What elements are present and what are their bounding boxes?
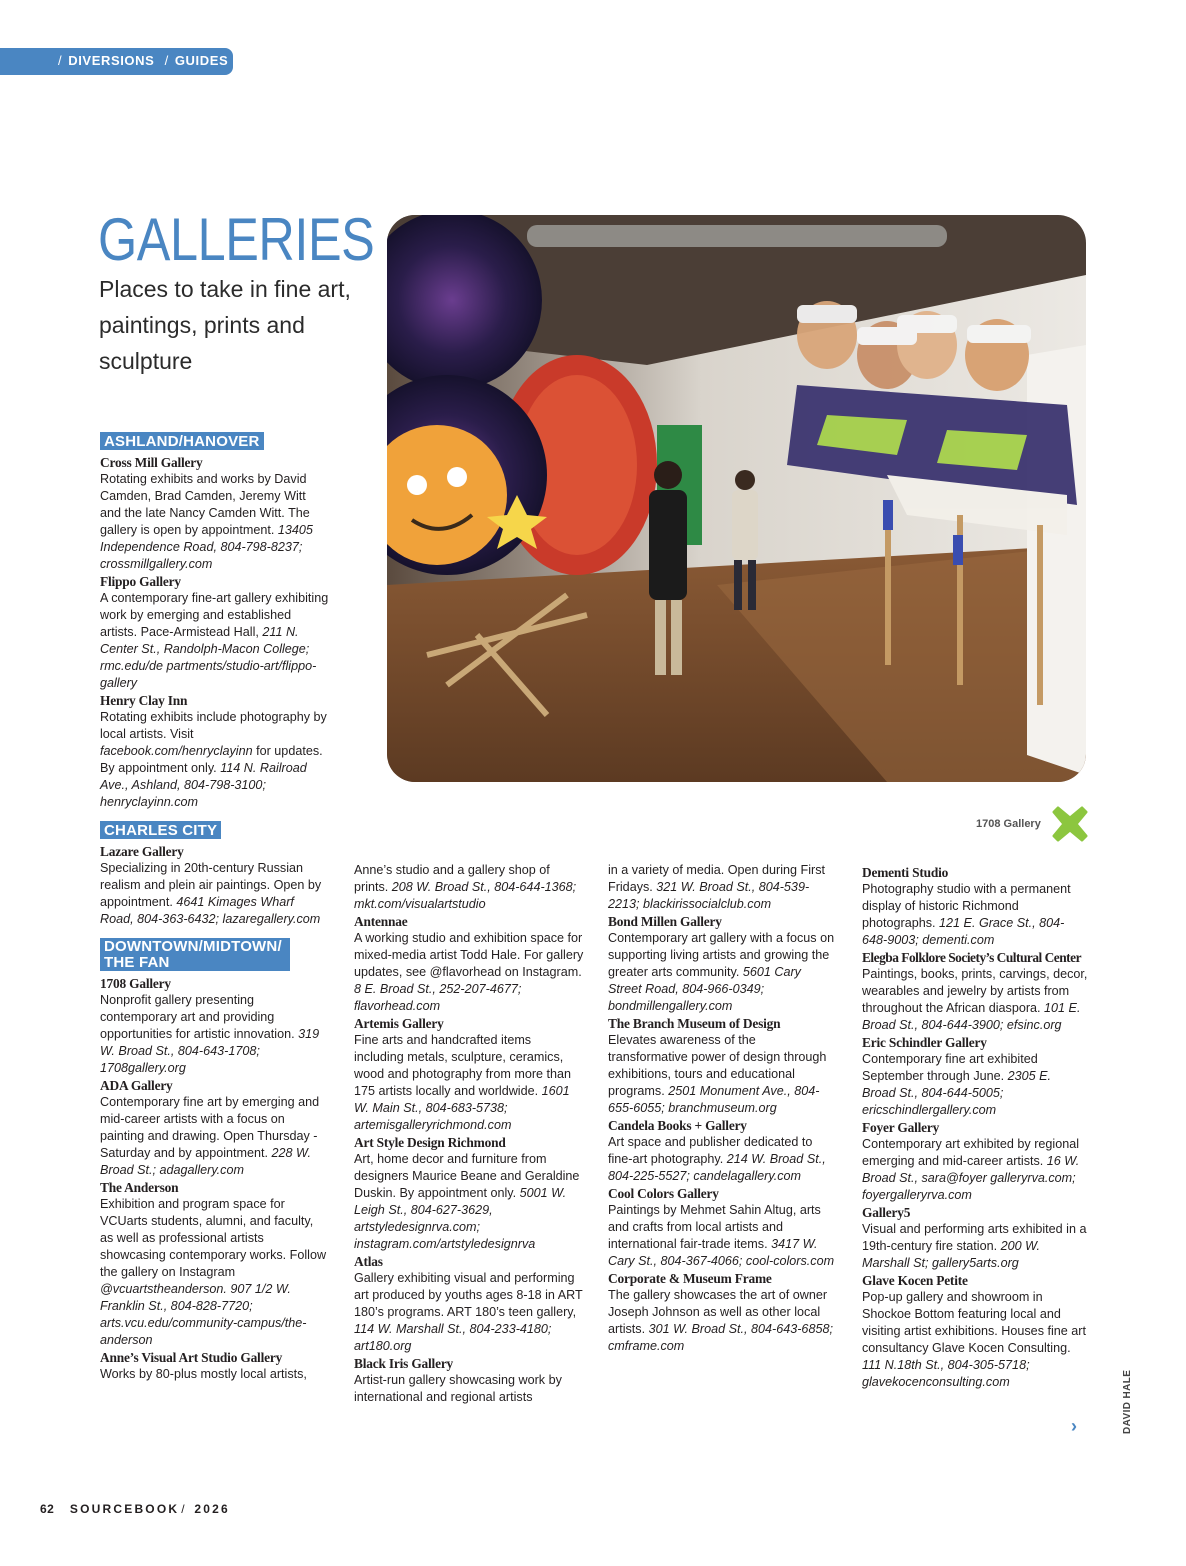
gallery-address: 214 W. Broad St., 804-225-5527; candelagallery.com	[608, 1152, 826, 1183]
gallery-address: @vcuartstheanderson. 907 1/2 W. Franklin St., 804-828-7720; arts.vcu.edu/community-campus/the-anderson	[100, 1282, 307, 1347]
gallery-description: Art space and publisher dedicated to fine-art photography.	[608, 1135, 813, 1166]
gallery-description: Anne’s studio and a gallery shop of prints.	[354, 863, 550, 894]
subsection-label: GUIDES	[174, 53, 229, 68]
gallery-name: Eric Schindler Gallery	[862, 1035, 987, 1050]
gallery-name: Elegba Folklore Society’s Cultural Center	[862, 950, 1082, 965]
listing-column-4	[862, 862, 1088, 1391]
gallery-address: 301 W. Broad St., 804-643-6858; cmframe.com	[608, 1322, 833, 1353]
gallery-name: Art Style Design Richmond	[354, 1135, 506, 1150]
gallery-name: 1708 Gallery	[100, 976, 171, 991]
gallery-description: Art, home decor and furniture from designers Maurice Beane and Geraldine Duskin. By appointment only.	[354, 1152, 580, 1200]
gallery-address: 2501 Monument Ave., 804-655-6055; branchmuseum.org	[608, 1084, 820, 1115]
gallery-name: The Anderson	[100, 1180, 179, 1195]
tab-separator: /	[58, 53, 63, 68]
gallery-name: Candela Books + Gallery	[608, 1118, 747, 1133]
publication-year: 2026	[194, 1502, 230, 1516]
gallery-entry	[862, 1051, 1088, 1119]
gallery-entry	[100, 860, 330, 928]
gallery-name: Cool Colors Gallery	[608, 1186, 719, 1201]
gallery-address: 1601 W. Main St., 804-683-5738; artemisgalleryrichmond.com	[354, 1084, 570, 1132]
gallery-address: 321 W. Broad St., 804-539-2213; blackirissocialclub.com	[608, 880, 810, 911]
gallery-address: 101 E. Broad St., 804-644-3900; efsinc.org	[862, 1001, 1081, 1032]
gallery-name: ADA Gallery	[100, 1078, 173, 1093]
gallery-entry	[608, 1032, 838, 1117]
gallery-description: A contemporary fine-art gallery exhibiting work by emerging and established artists. Pace-Armistead Hall,	[100, 591, 329, 639]
listing-column-3	[608, 862, 838, 1355]
gallery-address: 111 N.18th St., 804-305-5718; glavekocenconsulting.com	[862, 1358, 1030, 1389]
gallery-description: The gallery showcases the art of owner Joseph Johnson as well as other local artists.	[608, 1288, 828, 1336]
gallery-description: Contemporary fine art exhibited September through June.	[862, 1052, 1038, 1083]
gallery-description: Exhibition and program space for VCUarts students, alumni, and faculty, as well as professional artists showcasing contemporary works. Follow the gallery on Instagram	[100, 1197, 327, 1279]
gallery-link: facebook.com/henryclayinn	[100, 744, 253, 758]
gallery-address: 4641 Kimages Wharf Road, 804-363-6432; lazaregallery.com	[100, 895, 321, 926]
gallery-address: 5601 Cary Street Road, 804-966-0349; bondmillengallery.com	[608, 965, 801, 1013]
gallery-address: 2305 E. Broad St., 804-644-5005; ericschindlergallery.com	[862, 1069, 1052, 1117]
gallery-description: Fine arts and handcrafted items including metals, sculpture, ceramics, wood and photography from more than 175 artists locally and worldwide.	[354, 1033, 572, 1098]
gallery-name: Bond Millen Gallery	[608, 914, 722, 929]
gallery-description: A working studio and exhibition space for mixed-media artist Todd Hale. For gallery updates, see @flavorhead on Instagram.	[354, 931, 584, 979]
gallery-description: Paintings by Mehmet Sahin Altug, arts and crafts from local artists and international fair-trade items.	[608, 1203, 821, 1251]
gallery-address: 121 E. Grace St., 804-648-9003; dementi.com	[862, 916, 1065, 947]
gallery-entry	[100, 471, 330, 573]
page-footer	[40, 1502, 230, 1516]
section-tab	[0, 48, 233, 75]
gallery-entry	[100, 1094, 330, 1179]
gallery-entry	[862, 966, 1088, 1034]
gallery-photo	[387, 215, 1086, 782]
gallery-name: Atlas	[354, 1254, 383, 1269]
gallery-description: Photography studio with a permanent display of historic Richmond photographs.	[862, 882, 1071, 930]
gallery-entry	[608, 1202, 838, 1270]
gallery-description: Works by 80-plus mostly local artists,	[100, 1367, 307, 1381]
gallery-entry	[862, 1136, 1088, 1204]
gallery-address: 319 W. Broad St., 804-643-1708; 1708gallery.org	[100, 1027, 320, 1075]
page-subtitle: Places to take in fine art, paintings, prints and sculpture	[99, 276, 351, 374]
section-label: DIVERSIONS	[68, 53, 155, 68]
gallery-address: 200 W. Marshall St; gallery5arts.org	[862, 1239, 1041, 1270]
gallery-address: 208 W. Broad St., 804-644-1368; mkt.com/visualartstudio	[354, 880, 577, 911]
gallery-address: 114 W. Marshall St., 804-233-4180; art180.org	[354, 1322, 552, 1353]
gallery-address: 3417 W. Cary St., 804-367-4066; cool-colors.com	[608, 1237, 835, 1268]
gallery-address: 114 N. Railroad Ave., Ashland, 804-798-3100; henryclayinn.com	[100, 761, 307, 809]
gallery-entry	[100, 709, 330, 811]
photo-caption: 1708 Gallery	[976, 818, 1041, 830]
gallery-name: Glave Kocen Petite	[862, 1273, 968, 1288]
gallery-entry	[862, 881, 1088, 949]
region-heading: DOWNTOWN/MIDTOWN/ THE FAN	[100, 938, 290, 971]
gallery-description: Nonprofit gallery presenting contemporary art and providing opportunities for artistic innovation.	[100, 993, 295, 1041]
gallery-address: 16 W. Broad St., sara@foyer galleryrva.com; foyergalleryrva.com	[862, 1154, 1080, 1202]
gallery-entry	[608, 862, 838, 913]
gallery-entry	[354, 930, 584, 1015]
green-x-icon	[1052, 806, 1088, 842]
gallery-name: The Branch Museum of Design	[608, 1016, 781, 1031]
gallery-description: Contemporary art exhibited by regional emerging and mid-career artists.	[862, 1137, 1080, 1168]
gallery-entry	[354, 1032, 584, 1134]
gallery-entry	[608, 930, 838, 1015]
gallery-name: Artemis Gallery	[354, 1016, 444, 1031]
gallery-entry	[608, 1134, 838, 1185]
gallery-address: 5001 W. Leigh St., 804-627-3629, artstyledesignrva.com; instagram.com/artstyledesignrva	[354, 1186, 567, 1251]
gallery-description: Gallery exhibiting visual and performing art produced by youths ages 8-18 in ART 180’s programs. ART 180’s teen gallery,	[354, 1271, 583, 1319]
publication-name: SOURCEBOOK	[69, 1502, 180, 1516]
page-title: GALLERIES	[98, 206, 375, 273]
gallery-name: Cross Mill Gallery	[100, 455, 203, 470]
gallery-description: for updates. By appointment only.	[100, 744, 323, 775]
gallery-address: 8 E. Broad St., 252-207-4677; flavorhead.com	[354, 982, 522, 1013]
gallery-photo-illustration	[387, 215, 1086, 782]
region-heading: CHARLES CITY	[100, 821, 221, 839]
gallery-description: in a variety of media. Open during First Fridays.	[608, 863, 825, 894]
gallery-entry	[100, 992, 330, 1077]
gallery-description: Pop-up gallery and showroom in Shockoe Bottom featuring local and visiting artist exhibitions. Houses fine art consultancy Glave Kocen Consulting.	[862, 1290, 1086, 1355]
gallery-entry	[354, 1151, 584, 1253]
gallery-entry	[100, 1196, 330, 1349]
gallery-description: Rotating exhibits include photography by local artists. Visit	[100, 710, 327, 741]
gallery-description: Visual and performing arts exhibited in a 19th-century fire station.	[862, 1222, 1087, 1253]
gallery-address: 228 W. Broad St.; adagallery.com	[100, 1146, 311, 1177]
gallery-entry	[608, 1287, 838, 1355]
page-number: 62	[40, 1502, 55, 1516]
footer-separator: /	[181, 1502, 187, 1516]
photo-credit: DAVID HALE	[1122, 1369, 1133, 1434]
gallery-entry	[354, 1270, 584, 1355]
gallery-name: Lazare Gallery	[100, 844, 184, 859]
gallery-entry	[354, 862, 584, 913]
tab-separator: /	[164, 53, 169, 68]
gallery-description: Specializing in 20th-century Russian realism and plein air paintings. Open by appointment.	[100, 861, 322, 909]
gallery-name: Black Iris Gallery	[354, 1356, 454, 1371]
gallery-name: Anne’s Visual Art Studio Gallery	[100, 1350, 283, 1365]
gallery-address: 13405 Independence Road, 804-798-8237; crossmillgallery.com	[100, 523, 313, 571]
photo-credit-wrap	[1122, 1369, 1136, 1504]
gallery-name: Henry Clay Inn	[100, 693, 188, 708]
region-heading: ASHLAND/HANOVER	[100, 432, 264, 450]
gallery-description: Elevates awareness of the transformative power of design through exhibitions, tours and educational programs.	[608, 1033, 827, 1098]
gallery-entry	[100, 590, 330, 692]
gallery-address: 211 N. Center St., Randolph-Macon College; rmc.edu/de partments/studio-art/flippo-gallery	[100, 625, 317, 690]
gallery-name: Gallery5	[862, 1205, 911, 1220]
gallery-description: Paintings, books, prints, carvings, decor, wearables and jewelry by artists from throughout the African diaspora.	[862, 967, 1088, 1015]
gallery-entry	[862, 1221, 1088, 1272]
gallery-description: Contemporary art gallery with a focus on supporting living artists and growing the greater arts community.	[608, 931, 835, 979]
gallery-name: Antennae	[354, 914, 408, 929]
gallery-name: Dementi Studio	[862, 865, 949, 880]
gallery-name: Corporate & Museum Frame	[608, 1271, 772, 1286]
listing-column-1	[100, 432, 330, 1383]
gallery-entry	[862, 1289, 1088, 1391]
listing-column-2	[354, 862, 584, 1406]
chevron-right-icon: ›	[1071, 1416, 1077, 1436]
gallery-name: Foyer Gallery	[862, 1120, 940, 1135]
gallery-description: Rotating exhibits and works by David Camden, Brad Camden, Jeremy Witt and the late Nancy Camden Witt. The gallery is open by appointment.	[100, 472, 310, 537]
gallery-description: Artist-run gallery showcasing work by international and regional artists	[354, 1373, 562, 1404]
gallery-description: Contemporary fine art by emerging and mid-career artists with a focus on painting and drawing. Open Thursday -Saturday and by appointment.	[100, 1095, 320, 1160]
gallery-name: Flippo Gallery	[100, 574, 181, 589]
